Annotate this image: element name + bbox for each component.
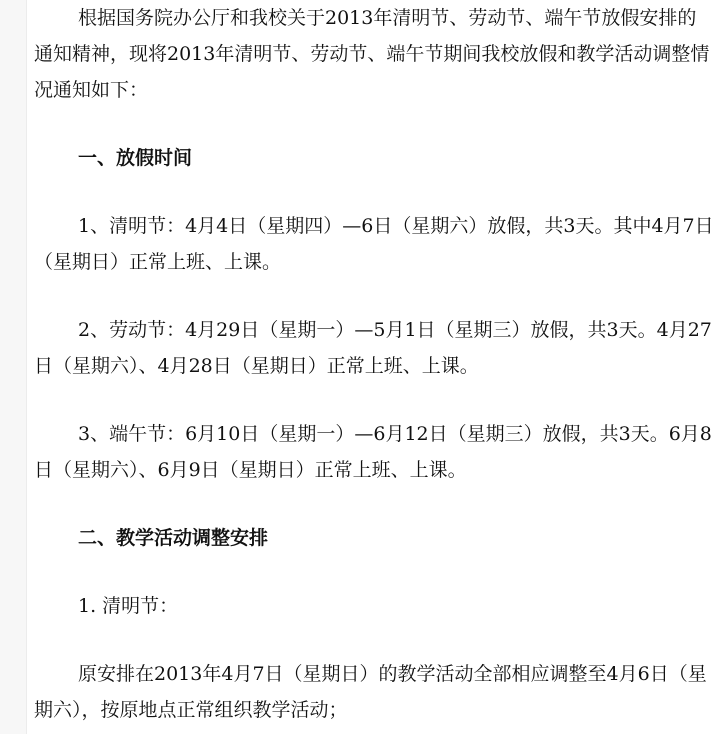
spacer: [34, 556, 714, 588]
spacer: [34, 488, 714, 520]
section-heading-holiday-time: 一、放假时间: [78, 147, 193, 169]
subsection-qingming: 1. 清明节：: [78, 595, 179, 617]
intro-paragraph: 根据国务院办公厅和我校关于2013年清明节、劳动节、端午节放假安排的通知精神，现将2013年清明节、劳动节、端午节期间我校放假和教学活动调整情况通知如下：: [34, 7, 710, 101]
spacer: [34, 108, 714, 140]
spacer: [34, 384, 714, 416]
spacer: [34, 280, 714, 312]
item-labor-day: 2、劳动节：4月29日（星期一）—5月1日（星期三）放假，共3天。4月27日（星期六）、4月28日（星期日）正常上班、上课。: [34, 319, 712, 377]
document-body: [34, 0, 714, 728]
left-margin: [0, 0, 27, 734]
section-heading-teaching-adjustment: 二、教学活动调整安排: [78, 527, 269, 549]
spacer: [34, 624, 714, 656]
item-qingming: 1、清明节：4月4日（星期四）—6日（星期六）放假，共3天。其中4月7日（星期日）正常上班、上课。: [34, 215, 714, 273]
item-dragon-boat: 3、端午节：6月10日（星期一）—6月12日（星期三）放假，共3天。6月8日（星期六）、6月9日（星期日）正常上班、上课。: [34, 423, 712, 481]
spacer: [34, 176, 714, 208]
qingming-adjustment-text: 原安排在2013年4月7日（星期日）的教学活动全部相应调整至4月6日（星期六），按原地点正常组织教学活动；: [34, 663, 707, 721]
